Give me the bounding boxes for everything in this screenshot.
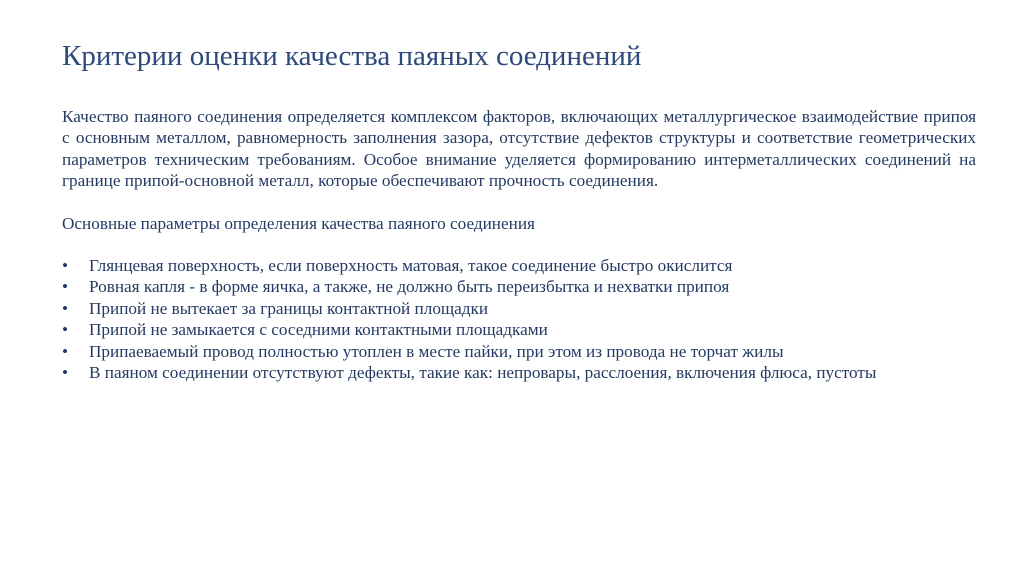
list-item	[62, 362, 976, 383]
list-item	[62, 341, 976, 362]
intro-paragraph: Качество паяного соединения определяется комплексом факторов, включающих металлургическое взаимодействие припоя с основным металлом, равномерность заполнения зазора, отсутствие дефектов структуры и соответствие геометрических параметров техническим требованиям. Особое внимание уделяется формированию интерметаллических соединений на границе припой-основной металл, которые обеспечивают прочность соединения.	[62, 107, 976, 191]
bullet-icon: •	[62, 277, 69, 297]
bullet-icon: •	[62, 341, 69, 361]
slide-title: Критерии оценки качества паяных соединений	[62, 40, 642, 72]
list-item-text: Глянцевая поверхность, если поверхность матовая, такое соединение быстро окислится	[89, 256, 733, 276]
list-item	[62, 319, 976, 340]
parameters-heading: Основные параметры определения качества паяного соединения	[62, 213, 535, 233]
list-item-text: Припой не вытекает за границы контактной площадки	[89, 298, 489, 318]
list-item	[62, 298, 976, 319]
bullet-icon: •	[62, 256, 69, 276]
bullet-icon: •	[62, 363, 69, 383]
list-item-text: Припой не замыкается с соседними контактными площадками	[89, 320, 548, 340]
bullet-icon: •	[62, 298, 69, 318]
list-item-text: В паяном соединении отсутствуют дефекты, такие как: непровары, расслоения, включения флюса, пустоты	[89, 363, 877, 383]
list-item	[62, 276, 976, 297]
quality-criteria-list	[62, 255, 976, 383]
bullet-icon: •	[62, 320, 69, 340]
list-item-text: Ровная капля - в форме яичка, а также, не должно быть переизбытка и нехватки припоя	[89, 277, 730, 297]
list-item	[62, 255, 976, 276]
list-item-text: Припаеваемый провод полностью утоплен в месте пайки, при этом из провода не торчат жилы	[89, 341, 784, 361]
slide-content	[62, 106, 976, 383]
